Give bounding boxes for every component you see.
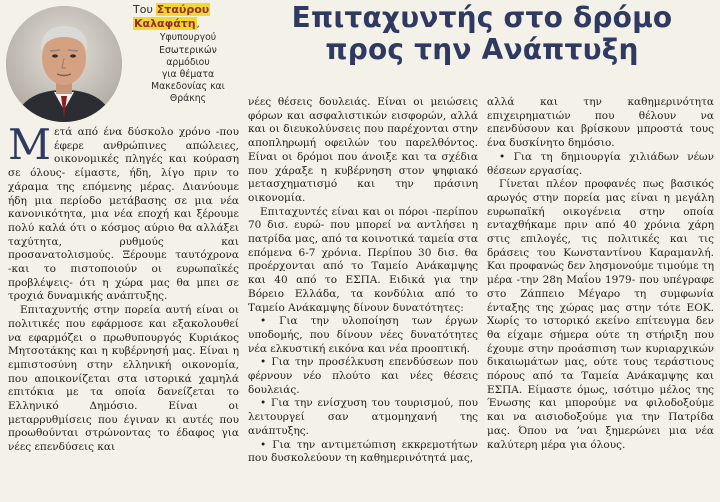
article-column-2 <box>248 96 478 466</box>
role-line: Μακεδονίας και <box>151 81 225 93</box>
bullet-item: • Για την υλοποίηση των έργων υποδομής, που δίνουν νέες δυνατότητες νέα ελκυστική εικόνα και νέα προοπτική. <box>248 315 478 355</box>
drop-cap: Μ <box>8 120 52 169</box>
byline-prefix: Του <box>133 3 153 16</box>
author-photo-icon <box>6 6 122 122</box>
author-first-name: Σταύρου <box>156 3 210 16</box>
paragraph: Γίνεται πλέον προφανές πως βασικός αρωγός στην πορεία μας είναι η μεγάλη ευρωπαϊκή οικογένεια στην οποία ενταχθήκαμε πριν από 40 χρόνια χάρη στις επιλογές, τις πολιτικές και τις δράσεις του Κωνσταντίνου Καραμανλή. Και προφανώς δεν λησμονούμε τιμούμε τη μέρα -την 28η Μαΐου 1979- που υπέγραφε στο Ζάππειο Μέγαρο τη συμφωνία ένταξης της χώρας μας στην τότε ΕΟΚ. Χωρίς το ιστορικό εκείνο επίτευγμα δεν θα είχαμε σήμερα ούτε τη στήριξη που έχουμε στην προάσπιση των κυριαρχικών δικαιωμάτων μας, ούτε τους τεράστιους πόρους από τα Ταμεία Ανάκαμψης και ΕΣΠΑ. Είμαστε όμως, ισότιμο μέλος της Ένωσης και μπορούμε να φιλοδοξούμε και να αισιοδοξούμε για την Πατρίδα μας. Όπου να ’ναι ξημερώνει μια νέα καλύτερη μέρα για όλους. <box>487 178 714 451</box>
article-column-3 <box>487 96 714 452</box>
bullet-item: • Για την ενίσχυση του τουρισμού, που λειτουργεί σαν ατμομηχανή της ανάπτυξης. <box>248 397 478 437</box>
byline: Του Σταύρου Καλαφάτη, Υφυπουργού Εσωτερικών αρμόδιου για θέματα Μακεδονίας και Θράκης <box>133 4 243 106</box>
headline-line-2: προς την Ανάπτυξη <box>325 33 639 66</box>
paragraph: Επιταχυντές είναι και οι πόροι -περίπου 70 δισ. ευρώ- που μπορεί να αντλήσει η πατρίδα μας, από τα κοινοτικά ταμεία στα επόμενα 6-7 χρόνια. Περίπου 30 δισ. θα προέρχονται από το Ταμείο Ανάκαμψης και 40 από το ΕΣΠΑ. Ειδικά για την Βόρειο Ελλάδα, τα κονδύλια από το Ταμείο Ανάκαμψης δίνουν δυνατότητες: <box>248 205 478 314</box>
bullet-item: • Για την προσέλκυση επενδύσεων που φέρνουν νέο πλούτο και νέες θέσεις δουλειάς. <box>248 356 478 396</box>
role-line: Υφυπουργού <box>159 32 217 44</box>
paragraph <box>8 120 239 304</box>
article-column-1 <box>8 120 239 455</box>
bullet-item: • Για τη δημιουργία χιλιάδων νέων θέσεων εργασίας. <box>487 150 714 177</box>
paragraph: Επιταχυντής στην πορεία αυτή είναι οι πολιτικές που εφάρμοσε και εξακολουθεί να εφαρμόζει ο πρωθυπουργός Κυριάκος Μητσοτάκης και η κυβέρνησή μας. Είναι η εμπιστοσύνη στην ελληνική οικονομία, που αποικονίζεται στα ιστορικά χαμηλά επιτόκια με τα οποία δανείζεται το Ελληνικό Δημόσιο. Είναι οι μεταρρυθμίσεις που έγιναν κι αυτές που προωθούνται στρώνοντας το έδαφος για νέες επενδύσεις και <box>8 304 239 454</box>
role-line: Εσωτερικών <box>159 44 217 56</box>
article-headline <box>252 2 712 66</box>
role-line: Θράκης <box>169 93 207 105</box>
bullet-item: • Για την αντιμετώπιση εκκρεμοτήτων που δυσκολεύουν τη καθημερινότητά μας, <box>248 438 478 465</box>
author-last-name: Καλαφάτη <box>134 17 196 31</box>
role-line: αρμόδιου <box>166 56 210 68</box>
author-role <box>133 32 243 105</box>
role-line: για θέματα <box>161 69 215 81</box>
paragraph: νέες θέσεις δουλειάς. Είναι οι μειώσεις φόρων και ασφαλιστικών εισφορών, αλλά και οι διευκολύνσεις που παρέχονται στην αποπληρωμή οφειλών του παρελθόντος. Είναι οι δρόμοι που άνοιξε και τα σχέδια που χάραξε η κυβέρνηση στον ψηφιακό μετασχηματισμό και την πράσινη οικονομία. <box>248 96 478 204</box>
author-portrait <box>6 6 122 122</box>
paragraph: αλλά και την καθημερινότητα επιχειρηματιών που θέλουν να επενδύσουν και βρίσκουν μπροστά τους ένα δυσκίνητο δημόσιο. <box>487 96 714 150</box>
paragraph-text: ετά από ένα δύσκολο χρόνο -που έφερε ανθρώπινες απώλειες, οικονομικές πληγές και κούραση σε όλους- είμαστε, ήδη, λίγο πριν το χάραμα της επόμενης μέρας. Διανύουμε ήδη μια περίοδο μετάβασης σε μια νέα κανονικότητα, μια νέα εποχή και ξέρουμε πολύ καλά ότι ο κόσμος αύριο θα αλλάξει ταχύτητα, ρυθμούς και προσανατολισμούς. Ξέρουμε ταυτόχρονα -και το πιστοποιούν οι ευρωπαϊκές προβλέψεις- ότι η χώρα μας θα μπει σε τροχιά δυναμικής ανάπτυξης. <box>8 126 239 303</box>
headline-line-1: Επιταχυντής στο δρόμο <box>291 1 673 34</box>
